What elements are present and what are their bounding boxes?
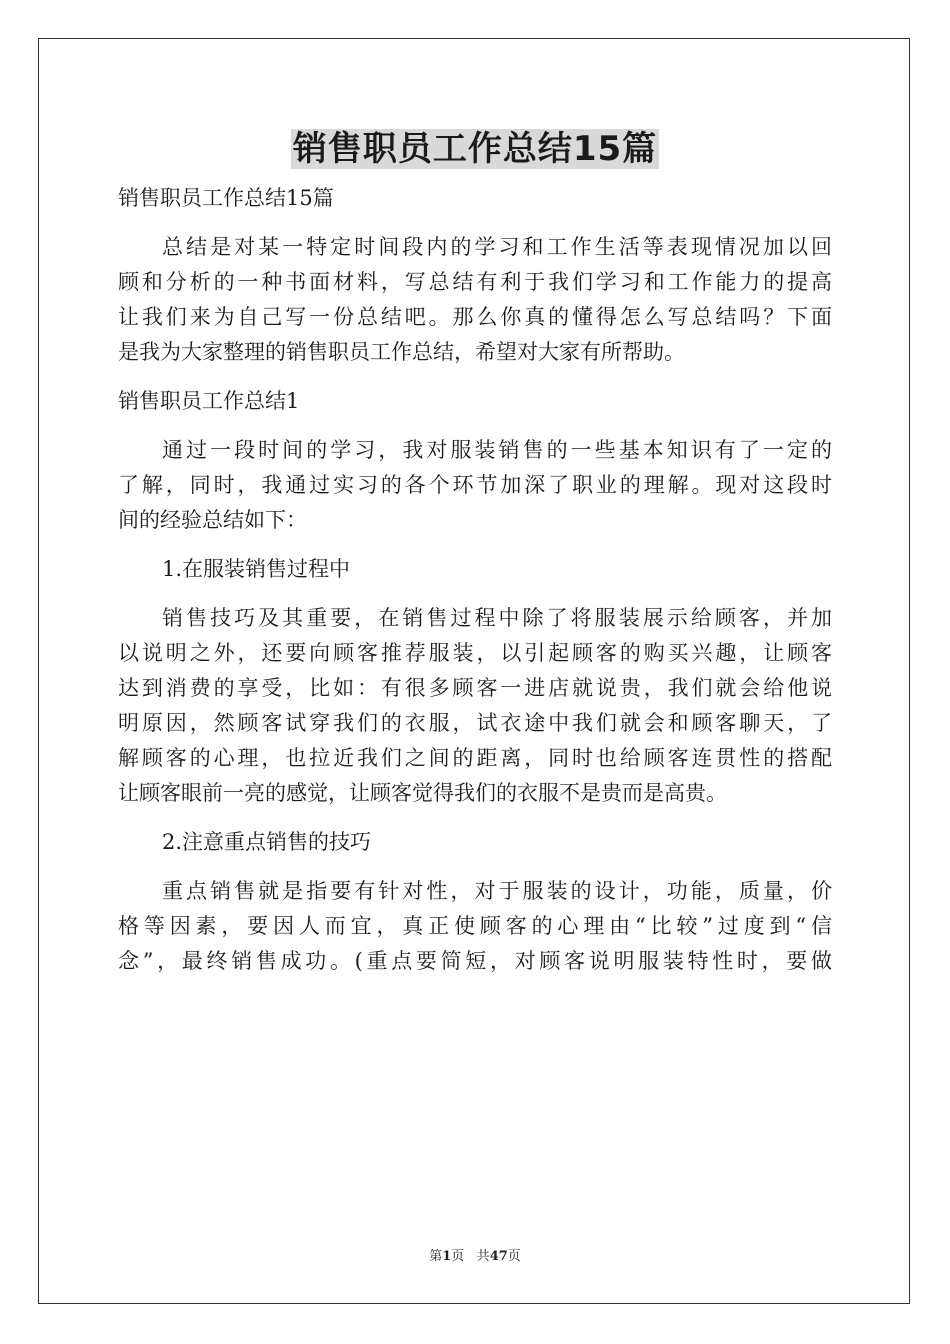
section1-intro-paragraph [118, 433, 832, 538]
page-number: 1 [442, 1249, 452, 1264]
paragraph-line: 明原因，然顾客试穿我们的衣服，试衣途中我们就会和顾客聊天，了 [118, 711, 832, 735]
point2-heading: 2.注意重点销售的技巧 [162, 830, 372, 854]
paragraph-line: 销售技巧及其重要，在销售过程中除了将服装展示给顾客，并加 [162, 606, 832, 630]
document-title [0, 124, 950, 174]
paragraph-line: 让我们来为自己写一份总结吧。那么你真的懂得怎么写总结吗？下面 [118, 305, 832, 329]
paragraph-line: 格等因素，要因人而宜，真正使顾客的心理由“比较”过度到“信 [118, 914, 832, 938]
total-prefix: 共 [476, 1249, 490, 1264]
page-footer [0, 1248, 950, 1266]
paragraph-line: 达到消费的享受，比如：有很多顾客一进店就说贵，我们就会给他说 [118, 676, 832, 700]
page-suffix: 页 [451, 1249, 465, 1264]
paragraph-line: 重点销售就是指要有针对性，对于服装的设计，功能，质量，价 [162, 879, 832, 903]
paragraph-line: 解顾客的心理，也拉近我们之间的距离，同时也给顾客连贯性的搭配 [118, 746, 832, 770]
point1-paragraph [118, 601, 832, 811]
section-heading: 销售职员工作总结1 [118, 389, 300, 413]
document-body [118, 181, 832, 979]
paragraph-line: 顾和分析的一种书面材料，写总结有利于我们学习和工作能力的提高 [118, 270, 832, 294]
page-prefix: 第 [429, 1249, 443, 1264]
paragraph-line: 总结是对某一特定时间段内的学习和工作生活等表现情况加以回 [162, 235, 832, 259]
paragraph-line: 让顾客眼前一亮的感觉，让顾客觉得我们的衣服不是贵而是高贵。 [118, 781, 727, 805]
document-title-text: 销售职员工作总结15篇 [292, 129, 658, 169]
total-suffix: 页 [507, 1249, 521, 1264]
paragraph-line: 是我为大家整理的销售职员工作总结，希望对大家有所帮助。 [118, 340, 685, 364]
point1-heading: 1.在服装销售过程中 [162, 557, 351, 581]
point2-paragraph [118, 874, 832, 979]
document-subtitle: 销售职员工作总结15篇 [118, 186, 334, 210]
intro-paragraph [118, 230, 832, 370]
paragraph-line: 通过一段时间的学习，我对服装销售的一些基本知识有了一定的 [162, 438, 832, 462]
total-pages: 47 [489, 1249, 508, 1264]
paragraph-line: 间的经验总结如下： [118, 508, 307, 532]
paragraph-line: 念”，最终销售成功。(重点要简短，对顾客说明服装特性时，要做 [118, 949, 832, 973]
paragraph-line: 了解，同时，我通过实习的各个环节加深了职业的理解。现对这段时 [118, 473, 832, 497]
paragraph-line: 以说明之外，还要向顾客推荐服装，以引起顾客的购买兴趣，让顾客 [118, 641, 832, 665]
